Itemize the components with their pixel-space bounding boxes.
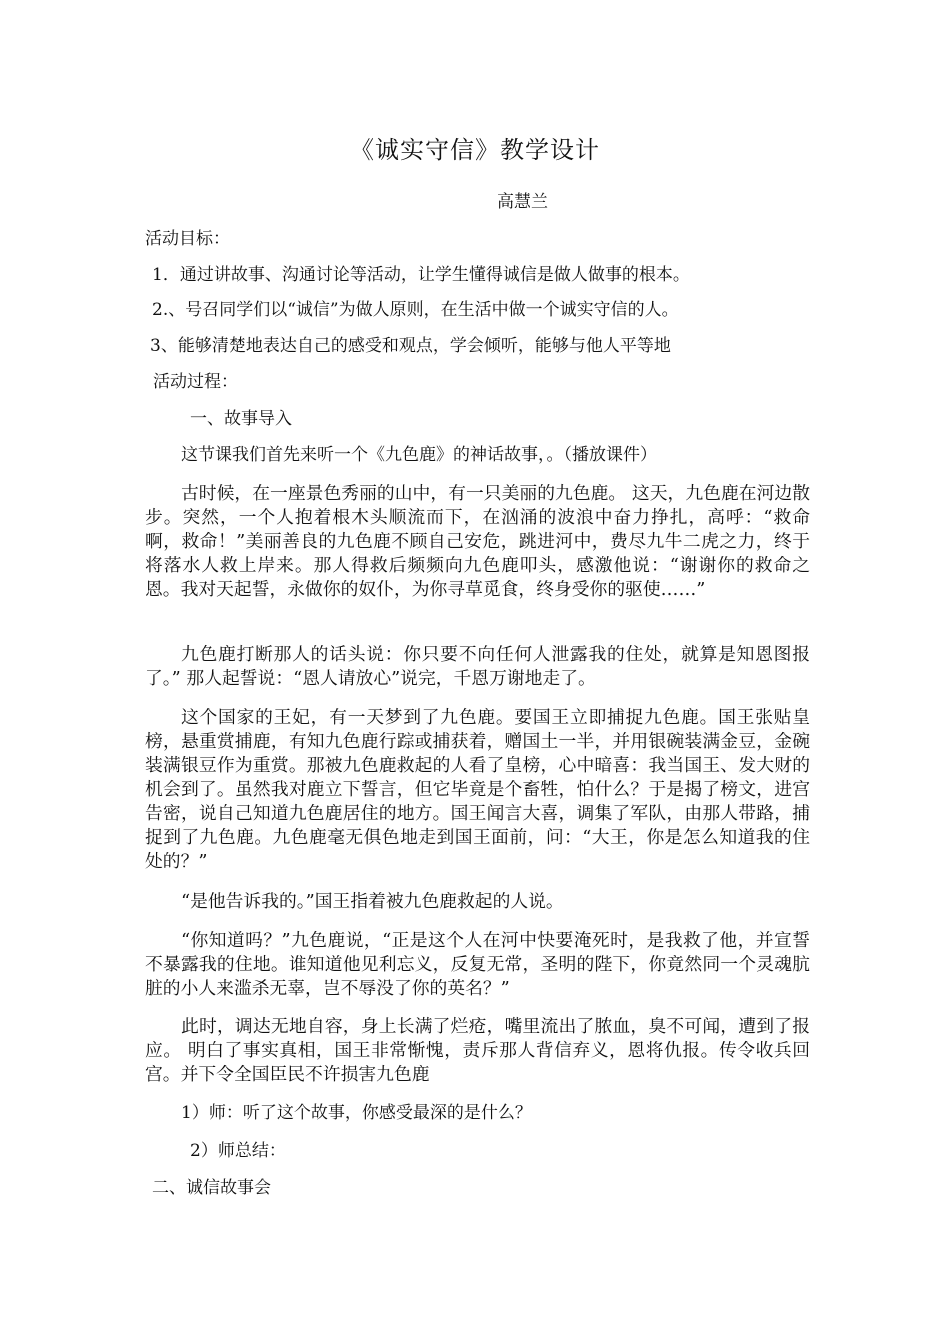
- intro-line: 这节课我们首先来听一个《九色鹿》的神话故事，。（播放课件）: [181, 445, 657, 465]
- author-name: 高慧兰: [497, 192, 548, 212]
- story-paragraph: “你知道吗？”九色鹿说，“正是这个人在河中快要淹死时，是我救了他，并宣誓不暴露我的住地。谁知道他见利忘义，反复无常，圣明的陛下，你竟然同一个灵魂肮脏的小人来滥杀无辜，岂不辱没了你的英名？”: [145, 930, 810, 999]
- teacher-summary: 2）师总结：: [190, 1141, 286, 1161]
- goal-item-2: 2.、号召同学们以“诚信”为做人原则，在生活中做一个诚实守信的人。: [152, 300, 679, 320]
- story-paragraph: “是他告诉我的。”国王指着被九色鹿救起的人说。: [181, 891, 564, 912]
- story-paragraph: 古时候，在一座景色秀丽的山中，有一只美丽的九色鹿。 这天，九色鹿在河边散步。突然，一个人抱着根木头顺流而下，在汹涌的波浪中奋力挣扎，高呼：“救命啊，救命！”美丽善良的九色鹿不顾自己安危，跳进河中，费尽九牛二虎之力，终于将落水人救上岸来。那人得救后频频向九色鹿叩头，感激他说：“谢谢你的救命之恩。我对天起誓，永做你的奴仆，为你寻草觅食，终身受你的驱使……”: [145, 483, 810, 600]
- story-paragraph: 此时，调达无地自容，身上长满了烂疮，嘴里流出了脓血，臭不可闻，遭到了报应。 明白了事实真相，国王非常惭愧，责斥那人背信弃义，恩将仇报。传令收兵回宫。并下令全国臣民不许损害九色鹿: [145, 1016, 810, 1085]
- process-heading: 活动过程：: [153, 372, 238, 392]
- teacher-question: 1）师：听了这个故事，你感受最深的是什么？: [181, 1103, 532, 1123]
- goals-heading: 活动目标：: [145, 229, 230, 249]
- goal-item-1: 1．通过讲故事、沟通讨论等活动，让学生懂得诚信是做人做事的根本。: [152, 265, 690, 285]
- goal-item-3: 3、能够清楚地表达自己的感受和观点，学会倾听，能够与他人平等地: [150, 336, 671, 356]
- story-paragraph: 九色鹿打断那人的话头说：你只要不向任何人泄露我的住处，就算是知恩图报了。” 那人起誓说：“恩人请放心”说完，千恩万谢地走了。: [145, 644, 810, 689]
- section-2-heading: 二、诚信故事会: [152, 1178, 271, 1198]
- story-paragraph: 这个国家的王妃，有一天梦到了九色鹿。要国王立即捕捉九色鹿。国王张贴皇榜，悬重赏捕鹿，有知九色鹿行踪或捕获着，赠国土一半，并用银碗装满金豆，金碗装满银豆作为重赏。那被九色鹿救起的人看了皇榜，心中暗喜：我当国王、发大财的机会到了。虽然我对鹿立下誓言，但它毕竟是个畜牲，怕什么？于是揭了榜文，进宫告密，说自己知道九色鹿居住的地方。国王闻言大喜，调集了军队，由那人带路，捕捉到了九色鹿。九色鹿毫无俱色地走到国王面前，问：“大王，你是怎么知道我的住处的？”: [145, 707, 810, 872]
- document-title: 《诚实守信》教学设计: [350, 136, 600, 164]
- section-1-heading: 一、故事导入: [190, 409, 292, 429]
